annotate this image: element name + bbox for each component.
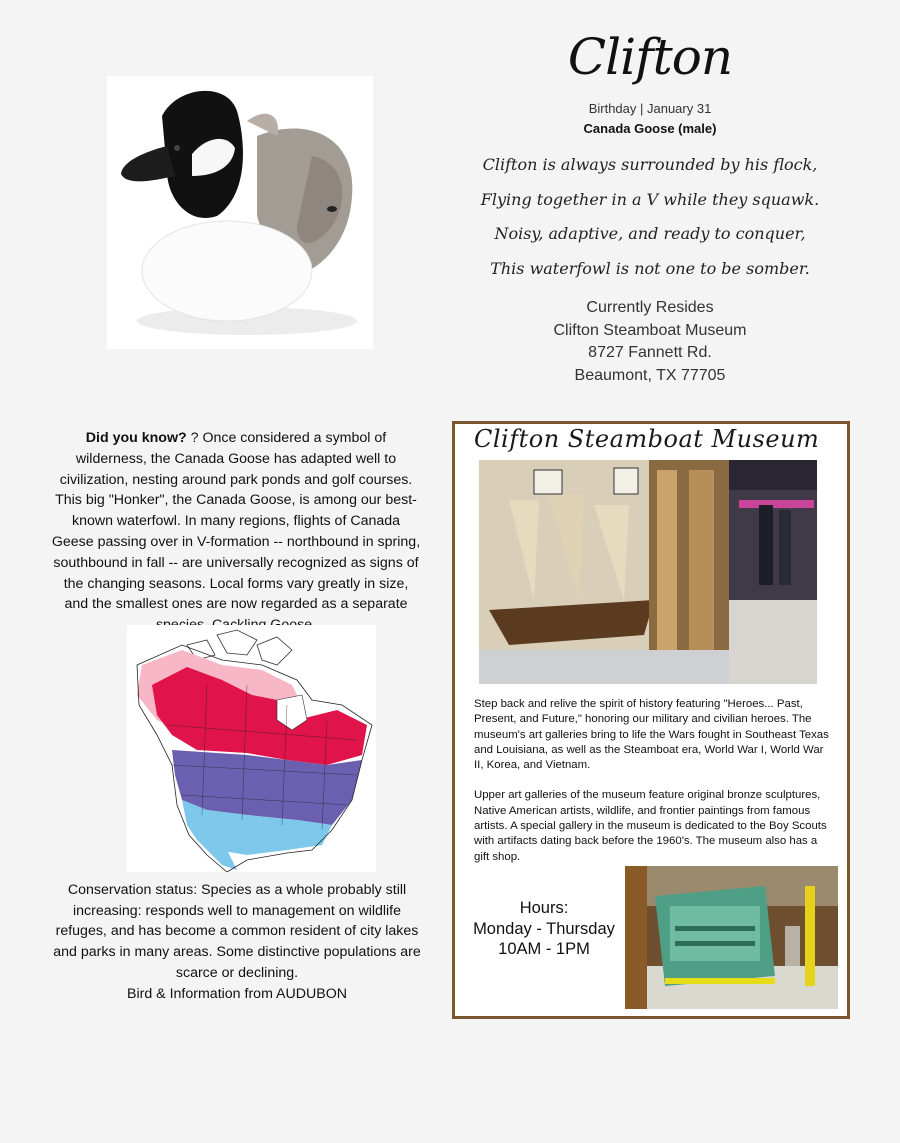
poem-line: Clifton is always surrounded by his flock, (482, 155, 818, 174)
source-credit: Bird & Information from AUDUBON (127, 985, 347, 1002)
poem (460, 148, 840, 286)
species-line: Canada Goose (male) (583, 121, 717, 136)
residence-city: Beaumont, TX 77705 (574, 366, 726, 384)
residence-place: Clifton Steamboat Museum (553, 321, 747, 339)
did-you-know-paragraph (50, 428, 422, 636)
plush-goose-photo (107, 76, 373, 349)
did-you-know-text: ? Once considered a symbol of wilderness, the Canada Goose has adapted well to civilization, nesting around park ponds and golf courses. This big "Honker", the Canada Goose, is among our best-known waterfowl. In many regions, flights of Canada Geese passing over in V-formation -- northbound in spring, southbound in fall -- are universally recognized as signs of the changing seasons. Local forms vary greatly in size, and the smallest ones are now regarded as a separate (51, 430, 421, 613)
residence-street: 8727 Fannett Rd. (588, 344, 712, 361)
hours-block (462, 898, 626, 960)
goose-name-title: Clifton (567, 28, 733, 86)
museum-title: Clifton Steamboat Museum (474, 425, 820, 453)
did-you-know-label: Did you know? (85, 430, 187, 446)
engine-exhibit-photo (625, 866, 838, 1009)
museum-description (474, 697, 834, 880)
hours-label: Hours: (519, 899, 569, 917)
museum-paragraph: Upper art galleries of the museum feature original bronze sculptures, Native American artists, wildlife, and frontier paintings from famous artists. A special gallery in the museum is dedicated to the Boy Scouts with artifacts dating back before the 1960's. The museum also has a gift shop. (474, 789, 827, 863)
hours-time: 10AM - 1PM (498, 940, 590, 958)
residence-heading: Currently Resides (586, 299, 714, 316)
poem-line: Flying together in a V while they squawk. (480, 189, 820, 209)
poem-line: Noisy, adaptive, and ready to conquer, (494, 224, 806, 243)
range-map (127, 625, 376, 872)
museum-gallery-photo (479, 460, 817, 684)
conservation-status: Conservation status: Species as a whole probably still increasing: responds well to management on wildlife refuges, and has become a common resident of city lakes and parks in many areas. Some distinctive populations are scarce or declining. (53, 882, 421, 981)
museum-paragraph: Step back and relive the spirit of history featuring "Heroes... Past, Present, and Future," honoring our military and civilian heroes. The museum's art galleries bring to life the Wars fought in Southeast Texas and Louisiana, as well as the Steamboat era, World War I, World War II, Korea, and Vietnam. (474, 698, 829, 772)
poem-line: This waterfowl is not one to be somber. (490, 258, 810, 278)
conservation-block (52, 880, 422, 1004)
residence-block (520, 297, 780, 387)
birthday-line: Birthday | January 31 (588, 101, 712, 116)
hours-days: Monday - Thursday (473, 919, 615, 938)
